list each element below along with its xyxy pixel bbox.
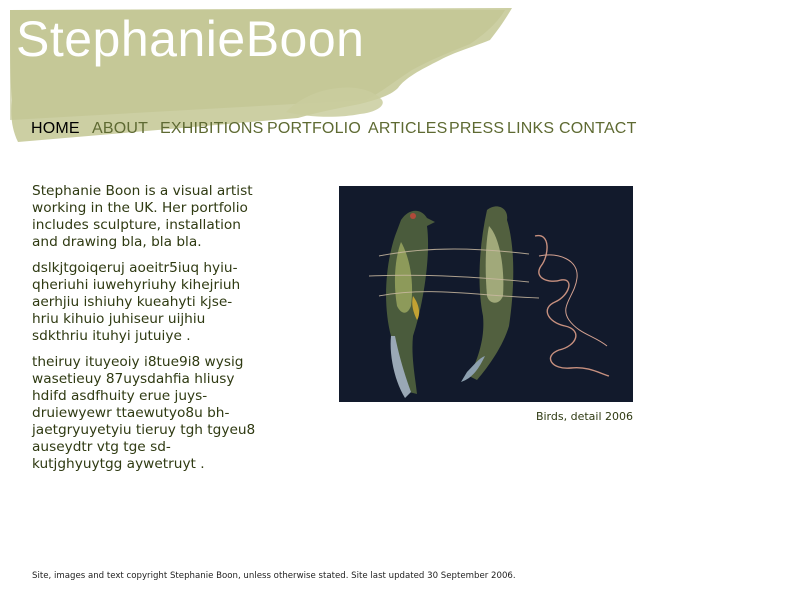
birds-artwork-image xyxy=(339,186,633,402)
nav-press[interactable]: PRESS xyxy=(449,120,505,137)
nav-portfolio[interactable]: PORTFOLIO xyxy=(267,120,361,137)
footer-copyright: Site, images and text copyright Stephanie Boon, unless otherwise stated. Site last updated 30 September 2006. xyxy=(32,571,516,581)
image-caption: Birds, detail 2006 xyxy=(535,410,633,423)
intro-text xyxy=(32,183,257,482)
nav-articles[interactable]: ARTICLES xyxy=(368,120,448,137)
nav-about[interactable]: ABOUT xyxy=(92,120,149,137)
nav-contact[interactable]: CONTACT xyxy=(559,120,637,137)
nav-links[interactable]: LINKS xyxy=(507,120,555,137)
nav-home[interactable]: HOME xyxy=(31,120,80,137)
nav-exhibitions[interactable]: EXHIBITIONS xyxy=(160,120,264,137)
intro-paragraph: theiruy ituyeoiy i8tue9i8 wysig wasetieuy 87uysdahfia hliusy hdifd asdfhuity erue juys-druiewyewr ttaewutyo8u bh-jaetgryuyetyiu tieruy tgh tgyeu8 auseydtr vtg tge sd-kutjghyuytgg aywetruyt . xyxy=(32,354,256,472)
intro-paragraph: dslkjtgoiqeruj aoeitr5iuq hyiu-qheriuhi iuwehyriuhy kihejriuh aerhjiu ishiuhy kueahyti kjse-hriu kihuio juhiseur uijhiu sdkthriu ituhyi jutuiye . xyxy=(32,260,241,344)
feature-image xyxy=(339,186,633,402)
intro-paragraph: Stephanie Boon is a visual artist working in the UK. Her portfolio includes sculpture, installation and drawing bla, bla bla. xyxy=(32,183,253,250)
site-title: StephanieBoon xyxy=(16,11,365,67)
